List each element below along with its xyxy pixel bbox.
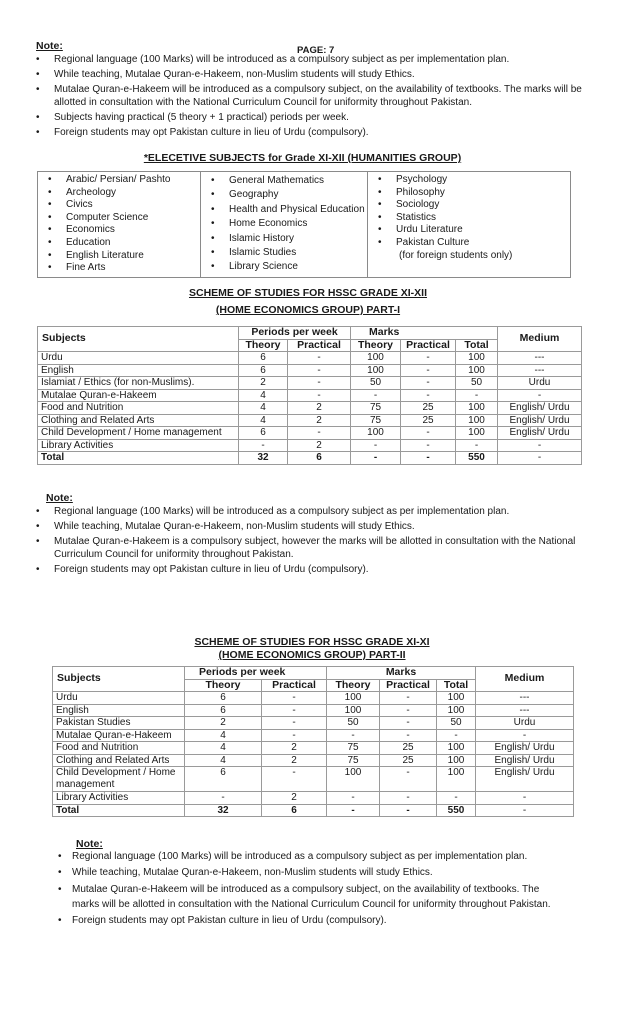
part1-note-title: Note:	[46, 492, 73, 504]
table-row	[38, 402, 582, 415]
cell-total-value: -	[380, 804, 437, 817]
cell-total-label: Total	[38, 452, 239, 465]
cell-value: 25	[401, 402, 456, 415]
cell-value: -	[239, 439, 288, 452]
top-note-list	[34, 54, 584, 142]
cell-value: English/ Urdu	[498, 414, 582, 427]
table-row	[38, 364, 582, 377]
table-row	[38, 377, 582, 390]
cell-value: -	[401, 439, 456, 452]
cell-value: 50	[456, 377, 498, 390]
cell-value: -	[185, 792, 262, 805]
part2-title-line1: SCHEME OF STUDIES FOR HSSC GRADE XI-XI	[194, 636, 430, 648]
cell-value: 100	[351, 364, 401, 377]
table-row	[53, 767, 574, 792]
elective-item: • Islamic History	[201, 232, 367, 246]
header-periods: Periods per week	[185, 667, 327, 680]
table-row	[38, 439, 582, 452]
elective-item: • Home Economics	[201, 217, 367, 231]
cell-value: 75	[351, 414, 401, 427]
cell-value: -	[351, 439, 401, 452]
cell-subject: Child Development / Home management	[53, 767, 185, 792]
cell-value: 6	[239, 352, 288, 365]
cell-subject: Islamiat / Ethics (for non-Muslims).	[38, 377, 239, 390]
cell-value: -	[351, 389, 401, 402]
cell-value: 50	[437, 717, 476, 730]
part1-title-line2: (HOME ECONOMICS GROUP) PART-I	[215, 304, 401, 316]
cell-value: ---	[498, 364, 582, 377]
total-row	[38, 452, 582, 465]
cell-value: -	[288, 427, 351, 440]
cell-total-value: -	[498, 452, 582, 465]
table-row	[53, 692, 574, 705]
header-marks-total: Total	[437, 679, 476, 692]
header-subjects: Subjects	[38, 327, 239, 352]
note-item: • Mutalae Quran-e-Hakeem will be introduced as a compulsory subject, on the availability of textbooks. The marks will be allotted in consultation with the National Curriculum Council for uniformity throughout Pakistan.	[34, 84, 584, 109]
cell-value: 100	[456, 364, 498, 377]
cell-value: 6	[185, 704, 262, 717]
elective-item: • Sociology	[368, 199, 570, 212]
cell-value: 4	[239, 414, 288, 427]
cell-value: -	[456, 389, 498, 402]
part2-note-title: Note:	[76, 838, 103, 850]
cell-value: 100	[327, 767, 380, 792]
cell-total-value: -	[401, 452, 456, 465]
header-medium: Medium	[498, 327, 582, 352]
cell-value: 100	[351, 427, 401, 440]
page-label: PAGE: 7	[297, 45, 335, 56]
note-item: • While teaching, Mutalae Quran-e-Hakeem, non-Muslim students will study Ethics.	[34, 69, 584, 82]
header-periods-practical: Practical	[262, 679, 327, 692]
elective-item: • English Literature	[38, 250, 200, 263]
elective-item: • Fine Arts	[38, 262, 200, 275]
elective-title: *ELECETIVE SUBJECTS for Grade XI-XII (HUMANITIES GROUP)	[143, 152, 462, 164]
elective-item: • Psychology	[368, 174, 570, 187]
part1-title-line1: SCHEME OF STUDIES FOR HSSC GRADE XI-XII	[188, 287, 428, 299]
elective-item: • Economics	[38, 224, 200, 237]
note-item: • Subjects having practical (5 theory + 1 practical) periods per week.	[34, 112, 584, 125]
cell-value: 4	[239, 402, 288, 415]
cell-value: -	[327, 729, 380, 742]
cell-value: -	[288, 377, 351, 390]
cell-value: 25	[401, 414, 456, 427]
elective-item: • Islamic Studies	[201, 246, 367, 260]
cell-value: Urdu	[498, 377, 582, 390]
cell-subject: Urdu	[38, 352, 239, 365]
elective-item: • Statistics	[368, 212, 570, 225]
elective-item: • Library Science	[201, 260, 367, 274]
cell-value: -	[401, 364, 456, 377]
cell-value: 50	[351, 377, 401, 390]
cell-value: 2	[262, 754, 327, 767]
cell-subject: Mutalae Quran-e-Hakeem	[38, 389, 239, 402]
elective-subnote: (for foreign students only)	[399, 249, 513, 261]
cell-value: 75	[327, 742, 380, 755]
cell-subject: Food and Nutrition	[53, 742, 185, 755]
cell-value: 100	[456, 414, 498, 427]
cell-value: 100	[437, 754, 476, 767]
part2-note-list	[56, 851, 566, 930]
cell-value: 100	[456, 352, 498, 365]
cell-value: -	[476, 792, 574, 805]
table-row	[38, 414, 582, 427]
cell-value: -	[262, 704, 327, 717]
cell-value: -	[498, 439, 582, 452]
cell-total-value: 6	[288, 452, 351, 465]
cell-value: 4	[185, 754, 262, 767]
header-subjects: Subjects	[53, 667, 185, 692]
header-marks-theory: Theory	[351, 339, 401, 352]
cell-value: -	[401, 377, 456, 390]
note-item: • Regional language (100 Marks) will be introduced as a compulsory subject as per implementation plan.	[56, 851, 566, 864]
cell-total-value: 32	[185, 804, 262, 817]
elective-item: • Pakistan Culture	[368, 237, 570, 250]
cell-subject: Library Activities	[38, 439, 239, 452]
note-item: • Regional language (100 Marks) will be introduced as a compulsory subject as per implementation plan.	[34, 506, 584, 519]
cell-total-value: 32	[239, 452, 288, 465]
cell-value: -	[437, 792, 476, 805]
cell-value: English/ Urdu	[476, 767, 574, 792]
note-item: • Mutalae Quran-e-Hakeem will be introduced as a compulsory subject, on the availability of textbooks. The marks will be allotted in consultation with the National Curriculum Council for uniformity throughout Pakistan.	[56, 882, 566, 912]
total-row	[53, 804, 574, 817]
cell-value: -	[262, 767, 327, 792]
cell-subject: Pakistan Studies	[53, 717, 185, 730]
cell-subject: Clothing and Related Arts	[38, 414, 239, 427]
elective-box	[37, 171, 571, 278]
cell-value: ---	[498, 352, 582, 365]
header-medium: Medium	[476, 667, 574, 692]
cell-total-label: Total	[53, 804, 185, 817]
table-row	[53, 792, 574, 805]
cell-value: 2	[185, 717, 262, 730]
cell-value: 75	[351, 402, 401, 415]
cell-total-value: -	[476, 804, 574, 817]
cell-value: -	[498, 389, 582, 402]
cell-subject: English	[53, 704, 185, 717]
cell-value: -	[401, 389, 456, 402]
table-row	[38, 427, 582, 440]
cell-value: English/ Urdu	[498, 427, 582, 440]
cell-total-value: 550	[437, 804, 476, 817]
part2-table	[52, 666, 574, 817]
elective-item: • Education	[38, 237, 200, 250]
note-item: • Foreign students may opt Pakistan culture in lieu of Urdu (compulsory).	[34, 127, 584, 140]
cell-value: English/ Urdu	[498, 402, 582, 415]
note-item: • Mutalae Quran-e-Hakeem is a compulsory subject, however the marks will be allotted in consultation with the National Curriculum Council for uniformity throughout Pakistan.	[34, 536, 584, 561]
table-row	[53, 717, 574, 730]
cell-value: -	[401, 427, 456, 440]
cell-value: 4	[239, 389, 288, 402]
elective-item: • Computer Science	[38, 212, 200, 225]
note-item: • While teaching, Mutalae Quran-e-Hakeem, non-Muslim students will study Ethics.	[34, 521, 584, 534]
cell-value: -	[380, 704, 437, 717]
cell-value: -	[380, 729, 437, 742]
cell-value: -	[262, 717, 327, 730]
cell-subject: Library Activities	[53, 792, 185, 805]
part2-title-line2: (HOME ECONOMICS GROUP) PART-II	[218, 649, 406, 661]
cell-value: English/ Urdu	[476, 754, 574, 767]
cell-value: 2	[288, 402, 351, 415]
cell-value: -	[262, 692, 327, 705]
cell-value: 6	[185, 767, 262, 792]
cell-value: 2	[262, 792, 327, 805]
cell-total-value: 550	[456, 452, 498, 465]
header-marks-practical: Practical	[380, 679, 437, 692]
cell-value: 100	[327, 692, 380, 705]
cell-value: Urdu	[476, 717, 574, 730]
header-periods-theory: Theory	[185, 679, 262, 692]
elective-item: • Arabic/ Persian/ Pashto	[38, 174, 200, 187]
cell-value: English/ Urdu	[476, 742, 574, 755]
header-periods-practical: Practical	[288, 339, 351, 352]
cell-value: 2	[288, 414, 351, 427]
elective-item: • Philosophy	[368, 187, 570, 200]
cell-value: 6	[239, 364, 288, 377]
note-item: • Foreign students may opt Pakistan culture in lieu of Urdu (compulsory).	[34, 564, 584, 577]
elective-item: • Geography	[201, 188, 367, 202]
cell-value: 4	[185, 729, 262, 742]
cell-value: 100	[437, 767, 476, 792]
table-row	[38, 352, 582, 365]
note-item: • Foreign students may opt Pakistan culture in lieu of Urdu (compulsory).	[56, 915, 566, 928]
table-row	[53, 754, 574, 767]
header-marks-practical: Practical	[401, 339, 456, 352]
table-row	[53, 729, 574, 742]
cell-value: 50	[327, 717, 380, 730]
cell-total-value: 6	[262, 804, 327, 817]
cell-value: -	[288, 352, 351, 365]
cell-subject: Clothing and Related Arts	[53, 754, 185, 767]
cell-value: 25	[380, 742, 437, 755]
elective-item: • Civics	[38, 199, 200, 212]
header-marks: Marks	[327, 667, 476, 680]
cell-subject: Food and Nutrition	[38, 402, 239, 415]
cell-value: 100	[456, 402, 498, 415]
cell-value: ---	[476, 692, 574, 705]
cell-value: -	[380, 767, 437, 792]
cell-value: 100	[456, 427, 498, 440]
cell-value: -	[476, 729, 574, 742]
elective-item: • Archeology	[38, 187, 200, 200]
cell-value: 100	[437, 692, 476, 705]
cell-value: 2	[239, 377, 288, 390]
cell-value: -	[380, 692, 437, 705]
elective-column-2	[201, 172, 368, 277]
cell-value: -	[456, 439, 498, 452]
cell-value: 100	[437, 742, 476, 755]
cell-value: -	[262, 729, 327, 742]
cell-subject: Child Development / Home management	[38, 427, 239, 440]
cell-value: -	[288, 364, 351, 377]
note-item: • While teaching, Mutalae Quran-e-Hakeem, non-Muslim students will study Ethics.	[56, 867, 566, 880]
header-periods-theory: Theory	[239, 339, 288, 352]
cell-value: 75	[327, 754, 380, 767]
cell-value: -	[380, 792, 437, 805]
cell-value: 25	[380, 754, 437, 767]
cell-value: -	[380, 717, 437, 730]
cell-value: 100	[327, 704, 380, 717]
table-row	[53, 704, 574, 717]
cell-value: 2	[288, 439, 351, 452]
elective-item: • General Mathematics	[201, 174, 367, 188]
cell-value: -	[437, 729, 476, 742]
header-marks-theory: Theory	[327, 679, 380, 692]
cell-value: 6	[185, 692, 262, 705]
cell-total-value: -	[327, 804, 380, 817]
table-row	[53, 742, 574, 755]
cell-value: 6	[239, 427, 288, 440]
cell-value: -	[288, 389, 351, 402]
cell-subject: Mutalae Quran-e-Hakeem	[53, 729, 185, 742]
cell-value: 4	[185, 742, 262, 755]
cell-value: 100	[437, 704, 476, 717]
header-marks-total: Total	[456, 339, 498, 352]
elective-column-3	[368, 172, 570, 277]
part1-note-list	[34, 506, 584, 579]
cell-subject: Urdu	[53, 692, 185, 705]
cell-value: 100	[351, 352, 401, 365]
elective-item: • Health and Physical Education	[201, 203, 367, 217]
cell-value: 2	[262, 742, 327, 755]
note-item: • Regional language (100 Marks) will be introduced as a compulsory subject as per implementation plan.	[34, 54, 584, 67]
cell-total-value: -	[351, 452, 401, 465]
top-note-title: Note:	[36, 40, 63, 52]
cell-value: -	[401, 352, 456, 365]
elective-column-1	[38, 172, 201, 277]
cell-value: ---	[476, 704, 574, 717]
cell-value: -	[327, 792, 380, 805]
header-marks: Marks	[351, 327, 498, 340]
header-periods: Periods per week	[239, 327, 351, 340]
elective-item: • Urdu Literature	[368, 224, 570, 237]
part1-table	[37, 326, 582, 465]
cell-subject: English	[38, 364, 239, 377]
table-row	[38, 389, 582, 402]
